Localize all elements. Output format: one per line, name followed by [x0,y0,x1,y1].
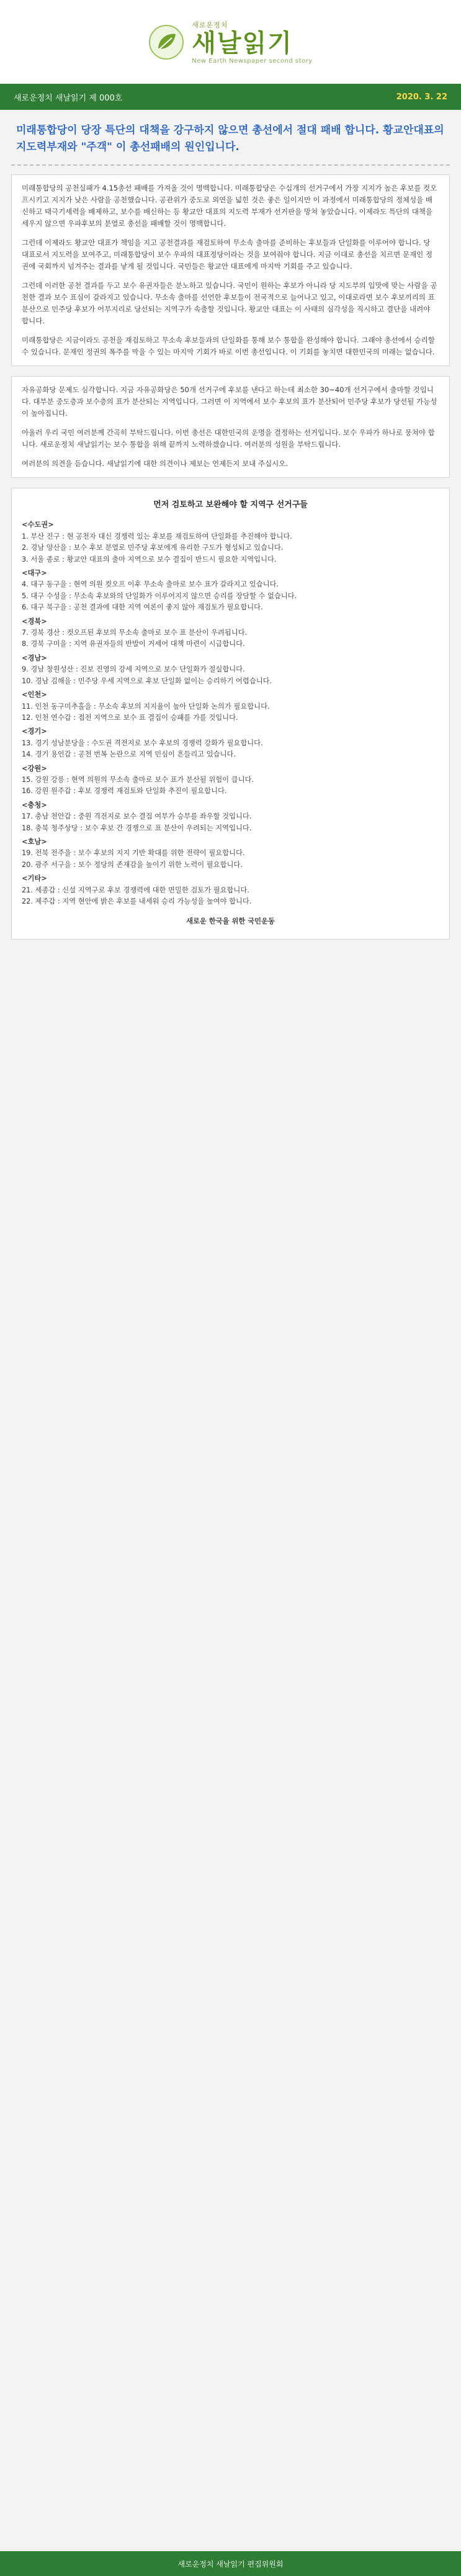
list-item: 12. 인천 연수갑 : 접전 지역으로 보수 표 결집이 승패를 가를 것입니다. [22,713,238,722]
list-section-heading: <호남> [22,837,47,846]
list-item: 4. 대구 동구을 : 현역 의원 컷오프 이후 무소속 출마로 보수 표가 갈라지고 있습니다. [22,580,279,589]
list-item: 1. 부산 진구 : 현 공천자 대신 경쟁력 있는 후보를 재검토하여 단일화를 추진해야 합니다. [22,532,292,541]
list-item: 2. 경남 양산을 : 보수 후보 분열로 민주당 후보에게 유리한 구도가 형성되고 있습니다. [22,544,284,552]
list-item: 15. 강원 강릉 : 현역 의원의 무소속 출마로 보수 표가 분산될 위험이 큽니다. [22,775,254,784]
district-list [22,519,439,907]
logo[interactable] [148,20,312,65]
signature-line: 새로운 한국을 위한 국민운동 [186,917,275,926]
list-item: 16. 강원 원주갑 : 후보 경쟁력 재검토와 단일화 추진이 필요합니다. [22,787,227,796]
leaf-logo-icon [148,24,184,60]
article-paragraph: 그런데 이제라도 황교안 대표가 책임을 지고 공천결과를 재검토하여 무소속 출마를 준비하는 후보들과 단일화를 이루어야 합니다. 당 대표로서 지도력을 보여주고, 미래통합당이 보수 우파의 대표정당이라는 것을 보여줘야 합니다. 지금 이대로 총선을 치르면 문재인 정권에 국회까지 넘겨주는 결과를 낳게 될 것입니다. 국민들은 황교안 대표에게 마지막 기회를 주고 있습니다. [22,238,433,271]
list-item: 11. 인천 동구미추홀을 : 무소속 후보의 지지율이 높아 단일화 논의가 필요합니다. [22,702,270,711]
list-item: 18. 충북 청주상당 : 보수 후보 간 경쟁으로 표 분산이 우려되는 지역입니다. [22,824,252,832]
list-section-heading: <경북> [22,617,47,626]
list-item: 22. 제주갑 : 지역 현안에 밝은 후보를 내세워 승리 가능성을 높여야 합니다. [22,897,252,905]
list-item: 6. 대구 북구을 : 공천 결과에 대한 지역 여론이 좋지 않아 재검토가 필요합니다. [22,603,263,612]
list-section-heading: <충청> [22,801,47,809]
lead-headline: 미래통합당이 당장 특단의 대책을 강구하지 않으면 총선에서 절대 패배 합니다. 황교안대표의 지도력부재와 "주객" 이 총선패배의 원인입니다. [16,124,444,153]
divider [11,164,450,166]
list-item: 9. 경남 창원성산 : 진보 진영의 강세 지역으로 보수 단일화가 절실합니다. [22,665,245,674]
list-item: 13. 경기 성남분당을 : 수도권 격전지로 보수 후보의 경쟁력 강화가 필요합니다. [22,738,263,747]
list-section-heading: <강원> [22,764,47,773]
list-section-heading: <수도권> [22,521,54,529]
masthead [0,0,461,84]
note-paragraph: 아울러 우리 국민 여러분께 간곡히 부탁드립니다. 이번 총선은 대한민국의 운명을 결정하는 선거입니다. 보수 우파가 하나로 뭉쳐야 합니다. 새로운정치 새날읽기는 보수 통합을 위해 끝까지 노력하겠습니다. 여러분의 성원을 부탁드립니다. [22,428,435,449]
footer-text: 새로운정치 새날읽기 편집위원회 [177,2559,284,2569]
list-item: 17. 충남 천안갑 : 중원 격전지로 보수 결집 여부가 승부를 좌우할 것입니다. [22,812,252,821]
list-item: 19. 전북 전주을 : 보수 후보의 지지 기반 확대를 위한 전략이 필요합니다. [22,849,245,858]
list-section-heading: <경남> [22,653,47,662]
article-paragraph: 그런데 이러한 공천 결과를 두고 보수 유권자들은 분노하고 있습니다. 국민이 원하는 후보가 아니라 당 지도부의 입맛에 맞는 사람을 공천한 결과 보수 표심이 갈라지고 있습니다. 무소속 출마를 선언한 후보들이 전국적으로 늘어나고 있고, 이대로라면 보수 후보끼리의 표 분산으로 민주당 후보가 어부지리로 당선되는 지역구가 속출할 것입니다. 황교안 대표는 이 사태의 심각성을 직시하고 결단을 내려야 합니다. [22,281,437,325]
note-paragraph: 자유공화당 문제도 심각합니다. 지금 자유공화당은 50개 선거구에 후보를 낸다고 하는데 최소한 30~40개 선거구에서 출마할 것입니다. 대부분 중도층과 보수층의 표가 분산되는 지역입니다. 그러면 이 지역에서 보수 후보의 표가 분산되어 민주당 후보가 당선될 가능성이 높아집니다. [22,385,437,418]
footer-bar [0,2551,461,2576]
article-paragraph: 미래통합당의 공천실패가 4.15총선 패배를 가져올 것이 명백합니다. 미래통합당은 수십개의 선거구에서 가장 지지가 높은 후보를 컷오프시키고 지지가 낮은 사람을 공천했습니다. 공관위가 중도로 외연을 넓힌 것은 좋은 일이지만 이 과정에서 미래통합당의 정체성을 배신하고 태극기세력을 배제하고, 보수를 배신하는 등 황교안 대표의 지도력 부재가 선거판을 망쳐 놓았습니다. 이제라도 특단의 대책을 세우지 않으면 우파후보의 분열로 총선을 패배할 것이 명백합니다. [22,184,437,228]
list-item: 20. 광주 서구을 : 보수 정당의 존재감을 높이기 위한 노력이 필요합니다. [22,860,243,869]
list-item: 10. 경남 김해을 : 민주당 우세 지역으로 후보 단일화 없이는 승리하기 어렵습니다. [22,676,272,685]
list-section-heading: <인천> [22,691,47,699]
list-item: 21. 세종갑 : 신설 지역구로 후보 경쟁력에 대한 면밀한 검토가 필요합니다. [22,886,249,894]
issue-label: 새로운정치 새날읽기 제 000호 [14,93,123,103]
issue-date: 2020. 3. 22 [396,92,447,102]
list-item: 5. 대구 수성을 : 무소속 후보와의 단일화가 이루어지지 않으면 승리를 장담할 수 없습니다. [22,591,297,600]
list-section-heading: <기타> [22,874,47,883]
district-list-box [11,488,450,940]
note-paragraph: 여러분의 의견을 듣습니다. 새날읽기에 대한 의견이나 제보는 언제든지 보내 주십시오. [22,459,289,468]
masthead-subtitle: New Earth Newspaper second story [192,57,313,65]
masthead-title: 새날읽기 [192,29,293,58]
list-item: 3. 서울 종로 : 황교안 대표의 출마 지역으로 보수 결집이 반드시 필요한 지역입니다. [22,555,277,563]
article-body [11,174,450,366]
list-item: 14. 경기 용인갑 : 공천 번복 논란으로 지역 민심이 흔들리고 있습니다. [22,750,236,759]
list-item: 7. 경북 경산 : 컷오프된 후보의 무소속 출마로 보수 표 분산이 우려됩니다. [22,629,248,637]
list-section-heading: <경기> [22,727,47,736]
notes-box [11,376,450,478]
issue-bar [0,84,461,110]
logo-small-label: 새로운정치 [192,20,228,29]
main-content [0,110,461,940]
list-section-heading: <대구> [22,569,47,578]
list-title: 먼저 검토하고 보완해야 할 지역구 선거구들 [153,500,308,509]
article-paragraph: 미래통합당은 지금이라도 공천을 재검토하고 무소속 후보들과의 단일화를 통해 보수 통합을 완성해야 합니다. 그래야 총선에서 승리할 수 있습니다. 문재인 정권의 폭주를 막을 수 있는 마지막 기회가 바로 이번 총선입니다. 이 기회를 놓치면 대한민국의 미래는 없습니다. [22,336,435,356]
list-item: 8. 경북 구미을 : 지역 유권자들의 반발이 거세어 대책 마련이 시급합니다. [22,640,245,648]
